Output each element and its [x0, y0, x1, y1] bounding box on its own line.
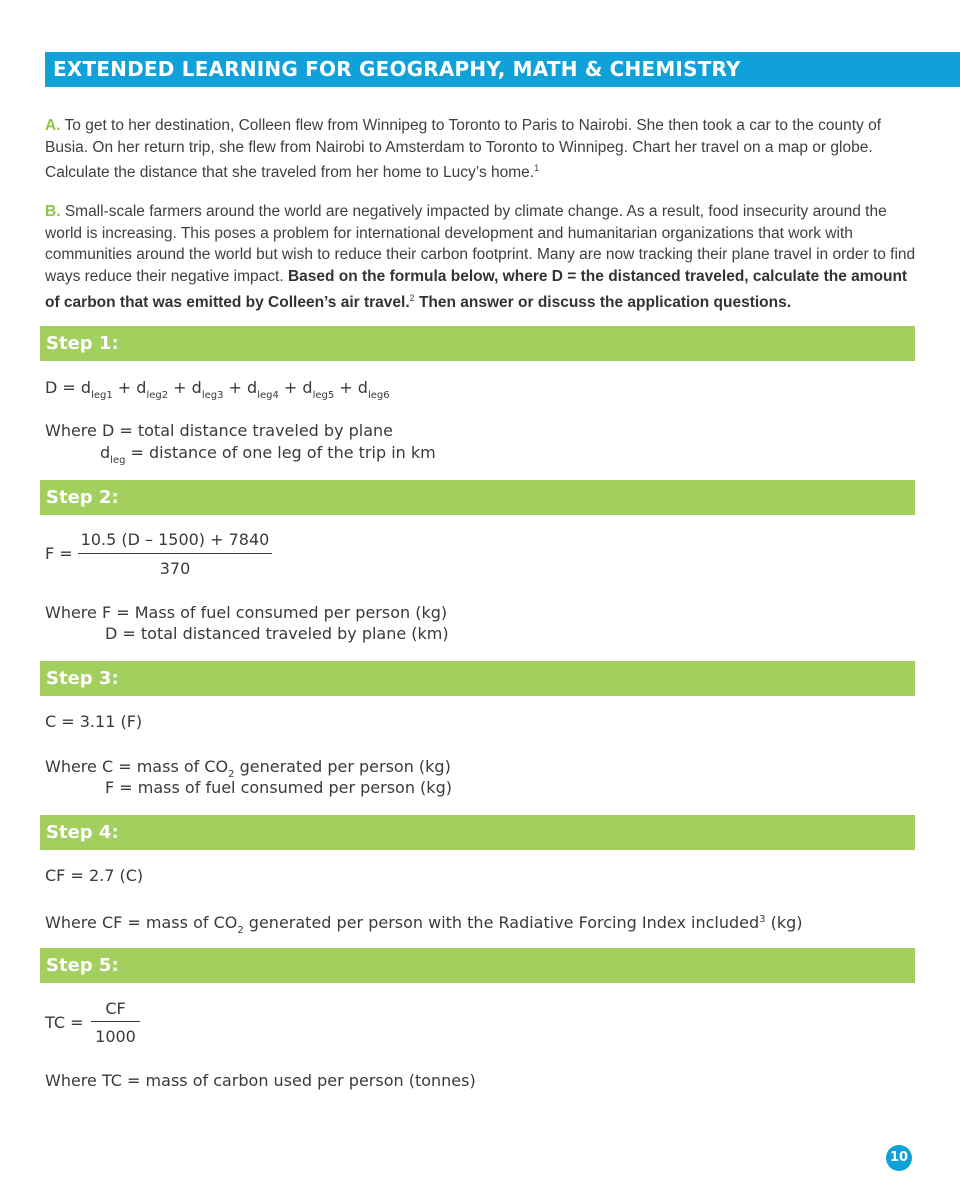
step-5-heading: Step 5:: [40, 948, 915, 983]
section-b-label: B.: [45, 203, 61, 220]
step-2-numerator: 10.5 (D – 1500) + 7840: [80, 530, 270, 549]
step-1-sub-2: leg2: [146, 390, 169, 401]
step-3-where-a: Where C = mass of CO: [45, 757, 229, 776]
step-2-denominator: 370: [159, 559, 191, 578]
step-1-formula: [45, 378, 390, 406]
step-1-plus-4: + d: [278, 378, 313, 397]
step-1-plus-1: + d: [112, 378, 147, 397]
step-3-heading: Step 3:: [40, 661, 915, 696]
step-2-heading: Step 2:: [40, 480, 915, 515]
step-1-where-sub: leg: [110, 455, 126, 466]
step-2-lhs: F =: [45, 544, 73, 563]
section-a-text: To get to her destination, Colleen flew from Winnipeg to Toronto to Paris to Nairobi. She then took a car to the county of Busia. On her return trip, she flew from Nairobi to Amsterdam to Toronto to Winnipeg. Chart her travel on a map or globe. Calculate the distance that she traveled from her home to Lucy’s home.: [45, 117, 882, 182]
step-1-sub-6: leg6: [367, 390, 390, 401]
step-2-where-line-1: Where F = Mass of fuel consumed per person (kg): [45, 603, 448, 622]
step-5-denominator: 1000: [95, 1027, 136, 1046]
step-5-fraction-bar: [91, 1021, 140, 1022]
section-a-label: A.: [45, 117, 61, 134]
step-5-where-line-1: Where TC = mass of carbon used per person (tonnes): [45, 1071, 476, 1090]
step-4-where-a: Where CF = mass of CO: [45, 913, 238, 932]
step-1-where-d: d: [100, 443, 111, 462]
step-1-sub-5: leg5: [312, 390, 335, 401]
step-1-where-rest: = distance of one leg of the trip in km: [125, 443, 436, 462]
step-3-where-sub: 2: [228, 769, 235, 780]
step-1-where-line-2: [100, 443, 436, 471]
step-4-where-sub: 2: [237, 925, 244, 936]
step-1-plus-5: + d: [334, 378, 368, 397]
step-1-sub-3: leg3: [201, 390, 224, 401]
section-b-text: Small-scale farmers around the world are negatively impacted by climate change. As a result, food insecurity around the world is increasing. This poses a problem for international development and humanitarian organizations that work with communities around the world but wish to reduce their carbon footprint. Many are now tracking their plane travel in order to find ways reduce their negative impact.: [45, 203, 916, 286]
step-2-fraction-bar: [78, 553, 272, 554]
section-b-bold-2: Then answer or discuss the application questions.: [414, 293, 792, 311]
step-4-where-c: (kg): [765, 913, 803, 932]
step-4-where-sup: 3: [759, 914, 766, 925]
step-1-where-line-1: Where D = total distance traveled by plane: [45, 421, 394, 440]
step-1-plus-3: + d: [223, 378, 258, 397]
step-1-heading: Step 1:: [40, 326, 915, 361]
section-a-paragraph: [45, 115, 920, 184]
section-b-footnote: 2: [409, 292, 415, 303]
section-b-bold-1: Based on the formula below, where D = the distanced traveled, calculate the amount of carbon that was emitted by Colleen’s air travel.: [45, 268, 908, 311]
page-header: EXTENDED LEARNING FOR GEOGRAPHY, MATH & CHEMISTRY: [45, 52, 960, 87]
step-3-formula: C = 3.11 (F): [45, 712, 143, 731]
page-number: 10: [886, 1145, 912, 1171]
step-1-formula-prefix: D = d: [45, 378, 92, 397]
section-a-footnote: 1: [534, 163, 540, 174]
step-1-sub-1: leg1: [91, 390, 113, 401]
section-b-paragraph: [45, 201, 920, 314]
step-1-plus-2: + d: [168, 378, 202, 397]
step-2-where-line-2: D = total distanced traveled by plane (km): [105, 624, 449, 643]
step-3-where-line-2: F = mass of fuel consumed per person (kg): [105, 778, 452, 797]
step-5-numerator: CF: [105, 999, 126, 1018]
step-4-where: [45, 910, 803, 941]
step-5-lhs: TC =: [45, 1013, 84, 1032]
step-1-sub-4: leg4: [257, 390, 279, 401]
step-4-where-b: generated per person with the Radiative Forcing Index included: [243, 913, 760, 932]
step-3-where-b: generated per person (kg): [234, 757, 451, 776]
step-4-heading: Step 4:: [40, 815, 915, 850]
step-4-formula: CF = 2.7 (C): [45, 866, 144, 885]
